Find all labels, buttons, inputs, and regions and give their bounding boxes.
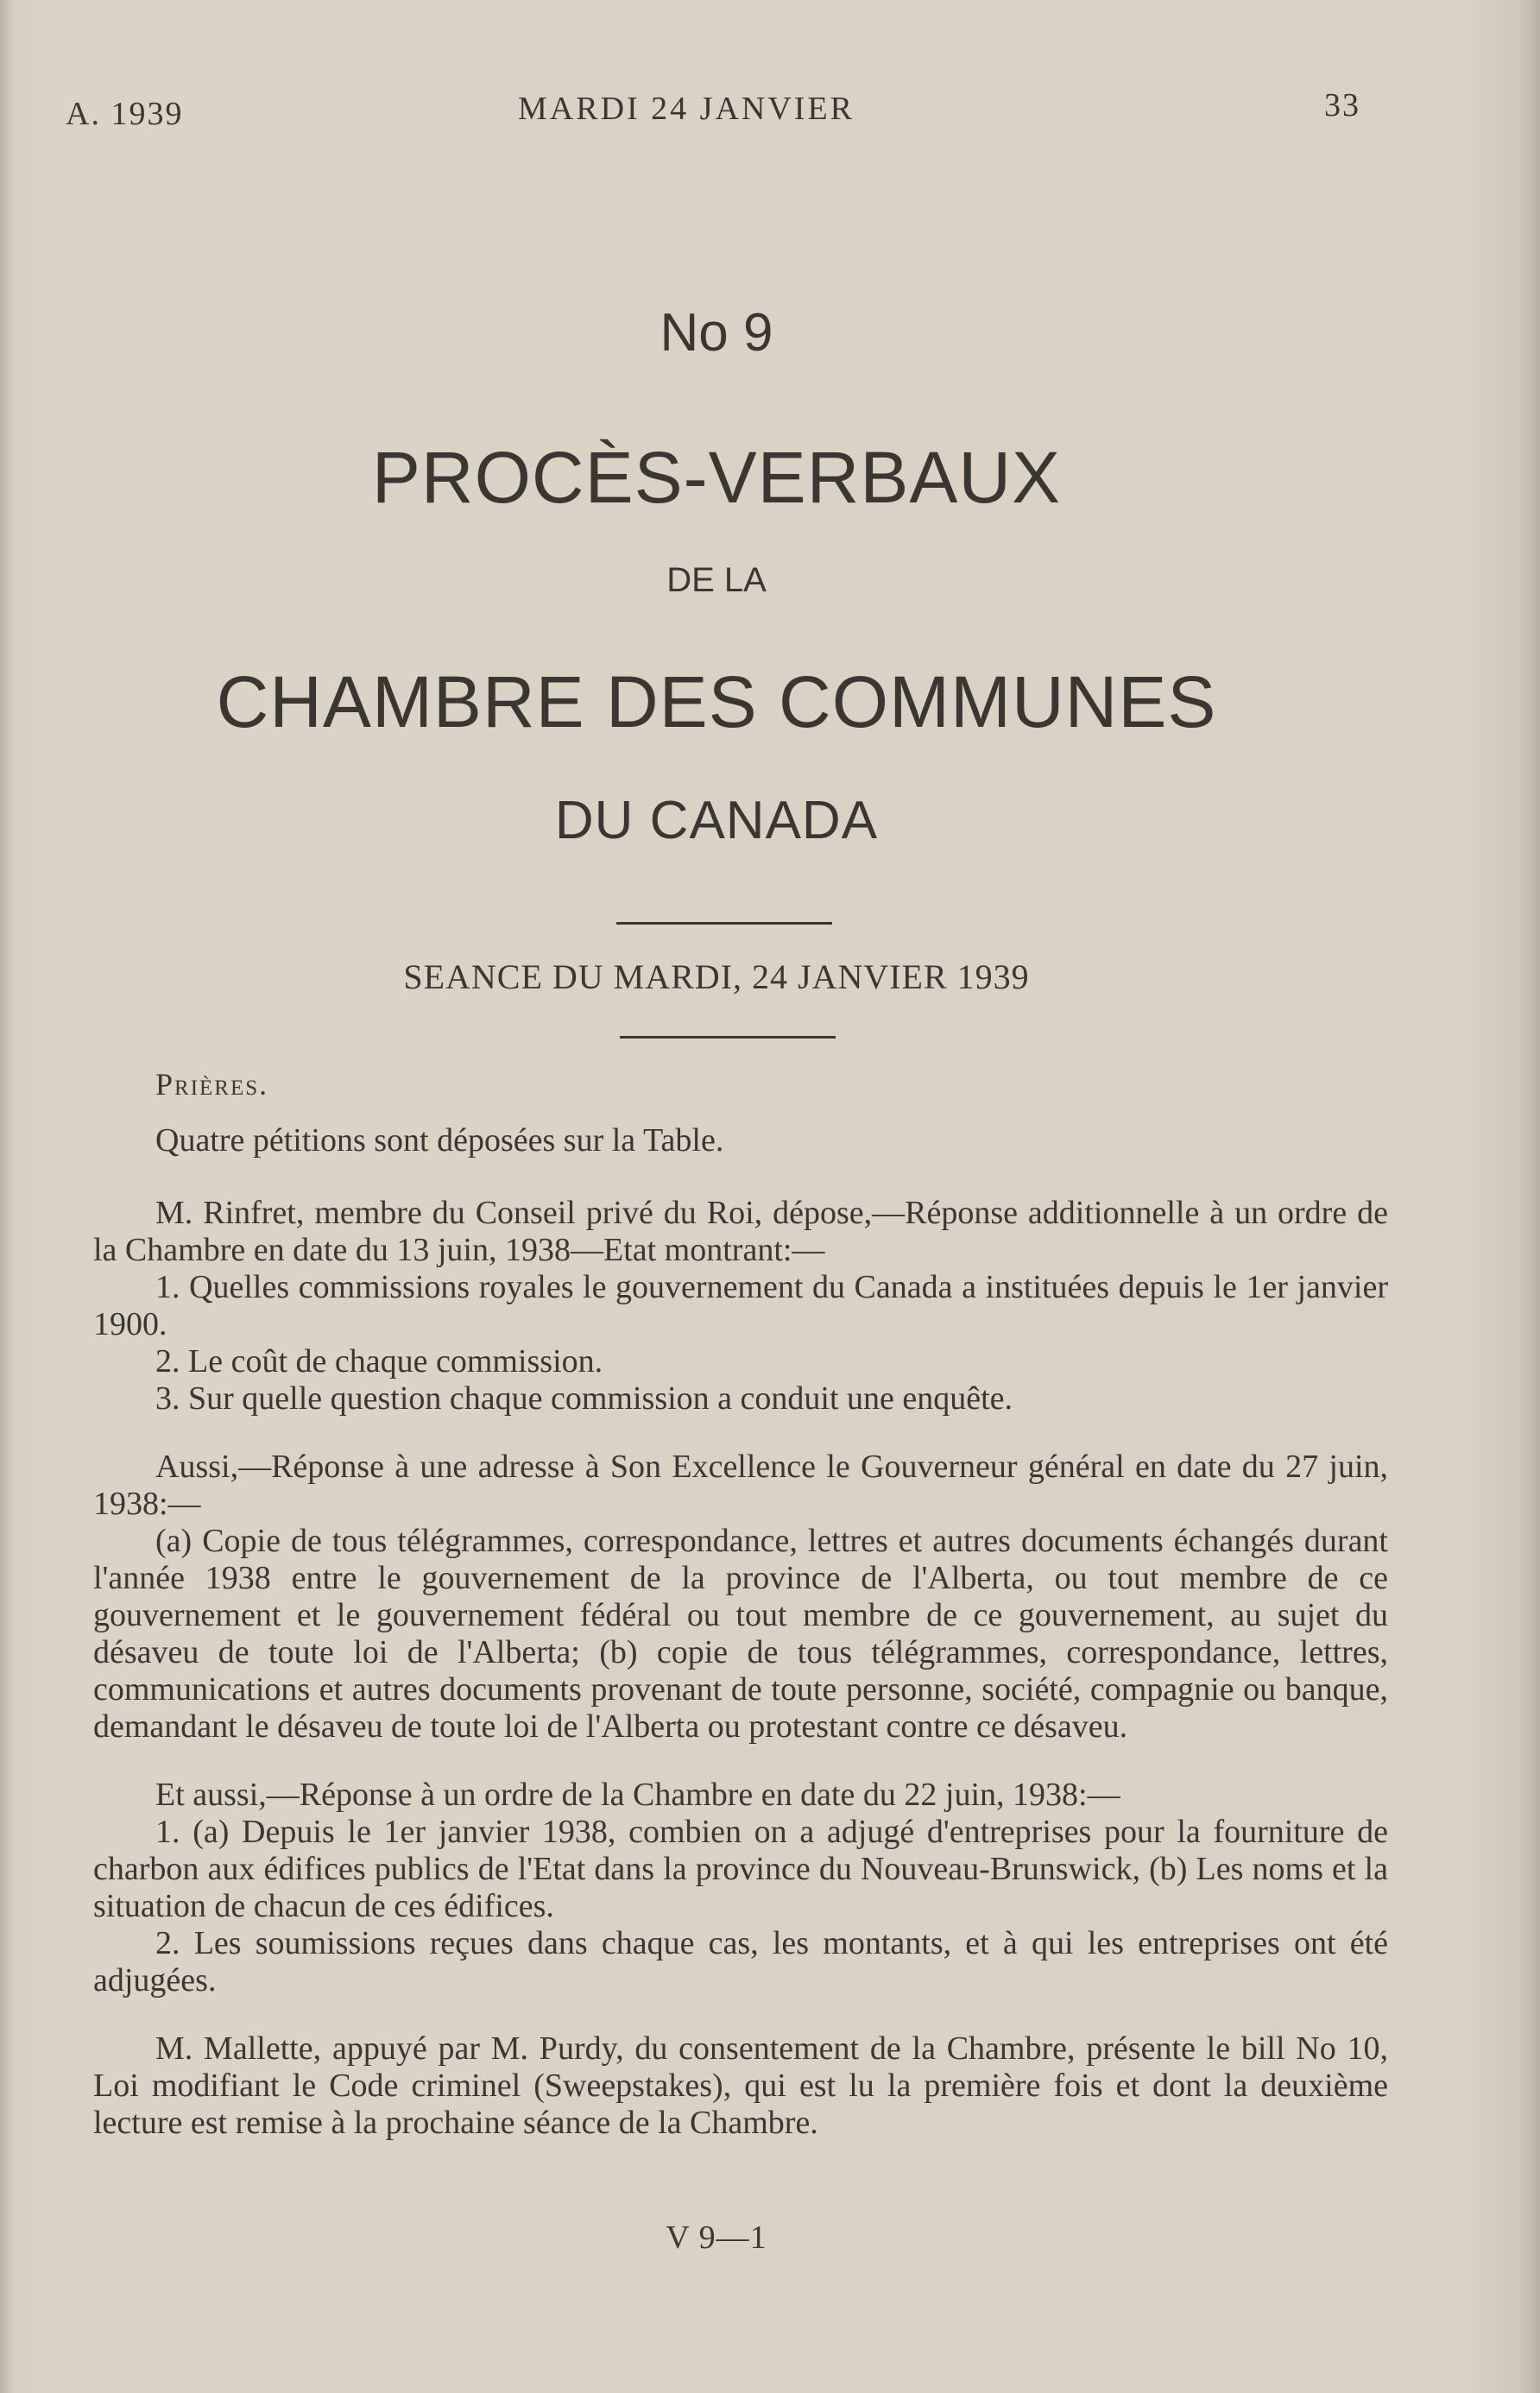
divider-top	[616, 922, 832, 925]
session-heading: SEANCE DU MARDI, 24 JANVIER 1939	[403, 957, 1030, 996]
header-date: MARDI 24 JANVIER	[518, 91, 855, 127]
title-de-la: DE LA	[666, 561, 767, 599]
list-item-1: 1. Quelles commissions royales le gouvernement du Canada a instituées depuis le 1er janvier 1900.	[93, 1269, 1388, 1342]
title-canada: DU CANADA	[554, 791, 879, 850]
paragraph-rinfret: M. Rinfret, membre du Conseil privé du Roi, dépose,—Réponse additionnelle à un ordre de la Chambre en date du 13 juin, 1938—Etat montrant:—	[93, 1195, 1388, 1268]
prayers-heading: Prières.	[155, 1067, 269, 1102]
title-chambre: CHAMBRE DES COMMUNES	[216, 661, 1217, 742]
issue-number: No 9	[660, 303, 773, 363]
body-block-petitions	[93, 1122, 1388, 1159]
body-block-rinfret	[93, 1195, 1388, 2142]
list-item-3: 3. Sur quelle question chaque commission a conduit une enquête.	[155, 1380, 1013, 1417]
running-header	[0, 86, 1540, 138]
paragraph-petitions: Quatre pétitions sont déposées sur la Table.	[155, 1122, 724, 1159]
paragraph-mallette: M. Mallette, appuyé par M. Purdy, du consentement de la Chambre, présente le bill No 10, Loi modifiant le Code criminel (Sweepstakes), qui est lu la première fois et dont la deuxième lecture est remise à la prochaine séance de la Chambre.	[93, 2030, 1388, 2141]
paragraph-et-aussi: Et aussi,—Réponse à un ordre de la Chambre en date du 22 juin, 1938:—	[155, 1777, 1120, 1813]
header-year: A. 1939	[66, 96, 184, 132]
paragraph-copie: (a) Copie de tous télégrammes, correspondance, lettres et autres documents échangés durant l'année 1938 entre le gouvernement de la province de l'Alberta, ou tout membre de ce gouvernement et le gouvernement fédéral ou tout membre de ce gouvernement, au sujet du désaveu de toute loi de l'Alberta; (b) copie de tous télégrammes, correspondance, lettres, communications et autres documents provenant de toute personne, société, compagnie ou banque, demandant le désaveu de toute loi de l'Alberta ou protestant contre ce désaveu.	[93, 1523, 1388, 1745]
list-item-charbon: 1. (a) Depuis le 1er janvier 1938, combien on a adjugé d'entreprises pour la fourniture de charbon aux édifices publics de l'Etat dans la province du Nouveau-Brunswick, (b) Les noms et la situation de chacun de ces édifices.	[93, 1814, 1388, 1924]
list-item-soumissions: 2. Les soumissions reçues dans chaque cas, les montants, et à qui les entreprises ont été adjugées.	[93, 1925, 1388, 1998]
title-proces-verbaux: PROCÈS-VERBAUX	[371, 437, 1062, 518]
divider-bottom	[620, 1036, 836, 1039]
page-number: 33	[1324, 87, 1360, 123]
paragraph-aussi: Aussi,—Réponse à une adresse à Son Excellence le Gouverneur général en date du 27 juin, 1938:—	[93, 1449, 1388, 1522]
signature-mark: V 9—1	[666, 2219, 767, 2256]
list-item-2: 2. Le coût de chaque commission.	[155, 1343, 603, 1380]
